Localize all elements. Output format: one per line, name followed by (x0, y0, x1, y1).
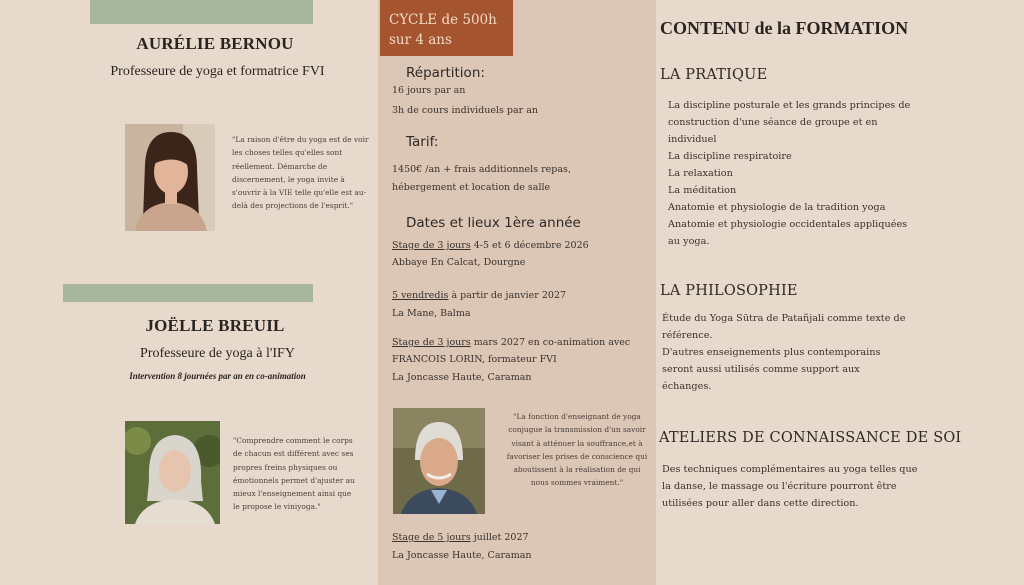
formateur-photo (393, 408, 485, 514)
pratique-heading: LA PRATIQUE (660, 67, 768, 83)
date-item1-place: Abbaye En Calcat, Dourgne (392, 257, 526, 268)
date-item3: Stage de 3 jours mars 2027 en co-animation avec (392, 337, 631, 348)
pratique-item: La relaxation (668, 168, 733, 179)
person1-role: Professeure de yoga et formatrice FVI (110, 64, 325, 79)
pratique-item: Anatomie et physiologie occidentales appliquées au yoga. (668, 219, 908, 247)
date-item1: Stage de 3 jours 4-5 et 6 décembre 2026 (392, 240, 589, 251)
person1-photo (125, 124, 215, 231)
date-item2: 5 vendredis à partir de janvier 2027 (392, 290, 567, 301)
pratique-list (668, 97, 918, 250)
badge-line2: sur 4 ans (389, 32, 452, 48)
formation-title: CONTENU de la FORMATION (660, 18, 909, 38)
person1-name: AURÉLIE BERNOU (136, 34, 294, 53)
ateliers-heading: ATELIERS DE CONNAISSANCE DE SOI (659, 430, 962, 446)
repartition-heading: Répartition: (406, 65, 485, 81)
pratique-item: La méditation (668, 185, 737, 196)
tarif-line1: 1450€ /an + frais additionnels repas, (392, 164, 571, 175)
ateliers-p1: Des techniques complémentaires au yoga telles que la danse, le massage ou l'écriture pourront être utilisées pour aller dans cette direction. (662, 464, 918, 509)
badge-line1: CYCLE de 500h (389, 12, 497, 28)
philosophie-heading: LA PHILOSOPHIE (660, 283, 798, 299)
tarif-heading: Tarif: (406, 134, 439, 150)
tarif-line2: hébergement et location de salle (392, 182, 551, 193)
repartition-line2: 3h de cours individuels par an (392, 105, 539, 116)
date-item4-place: La Joncasse Haute, Caraman (392, 550, 532, 561)
person2-note: Intervention 8 journées par an en co-animation (129, 371, 306, 381)
green-banner-middle (63, 284, 313, 302)
dates-heading: Dates et lieux 1ère année (406, 215, 581, 231)
person1-quote: "La raison d'être du yoga est de voir les choses telles qu'elles sont réellement. Démarche de discernement, le yoga invite à s'ouvrir à la VIE telle qu'elle est au-delà des projections de l'esprit." (232, 135, 369, 211)
person2-quote: "Comprendre comment le corps de chacun est différent avec ses propres freins physiques ou émotionnels permet d'ajuster au mieux l'enseignement ainsi que le propose le viniyoga." (233, 436, 355, 512)
date-item3-place: La Joncasse Haute, Caraman (392, 372, 532, 383)
pratique-item: La discipline respiratoire (668, 151, 792, 162)
philosophie-p2: D'autres enseignements plus contemporains seront aussi utilisés comme support aux échanges. (662, 347, 881, 392)
green-banner-top (90, 0, 313, 24)
cycle-badge (380, 0, 513, 56)
date-item2-place: La Mane, Balma (392, 308, 471, 319)
date-item3-line2: FRANCOIS LORIN, formateur FVI (392, 354, 557, 365)
person2-photo (125, 421, 220, 524)
formateur-quote: "La fonction d'enseignant de yoga conjugue la transmission d'un savoir visant à atténuer la souffrance,et à favoriser les prises de conscience qui aboutissent à la réalisation de qui nous sommes vraiment." (506, 412, 648, 488)
middle-column (378, 0, 656, 585)
person2-role: Professeure de yoga à l'IFY (140, 346, 295, 361)
person2-name: JOËLLE BREUIL (145, 316, 285, 335)
repartition-line1: 16 jours par an (392, 85, 466, 96)
philosophie-p1: Étude du Yoga Sūtra de Patañjali comme texte de référence. (662, 313, 906, 341)
left-column (0, 0, 378, 585)
pratique-item: Anatomie et physiologie de la tradition yoga (668, 202, 886, 213)
date-item4: Stage de 5 jours juillet 2027 (392, 532, 529, 543)
right-column (656, 0, 1024, 585)
pratique-item: La discipline posturale et les grands principes de construction d'une séance de groupe et en individuel (668, 100, 911, 145)
